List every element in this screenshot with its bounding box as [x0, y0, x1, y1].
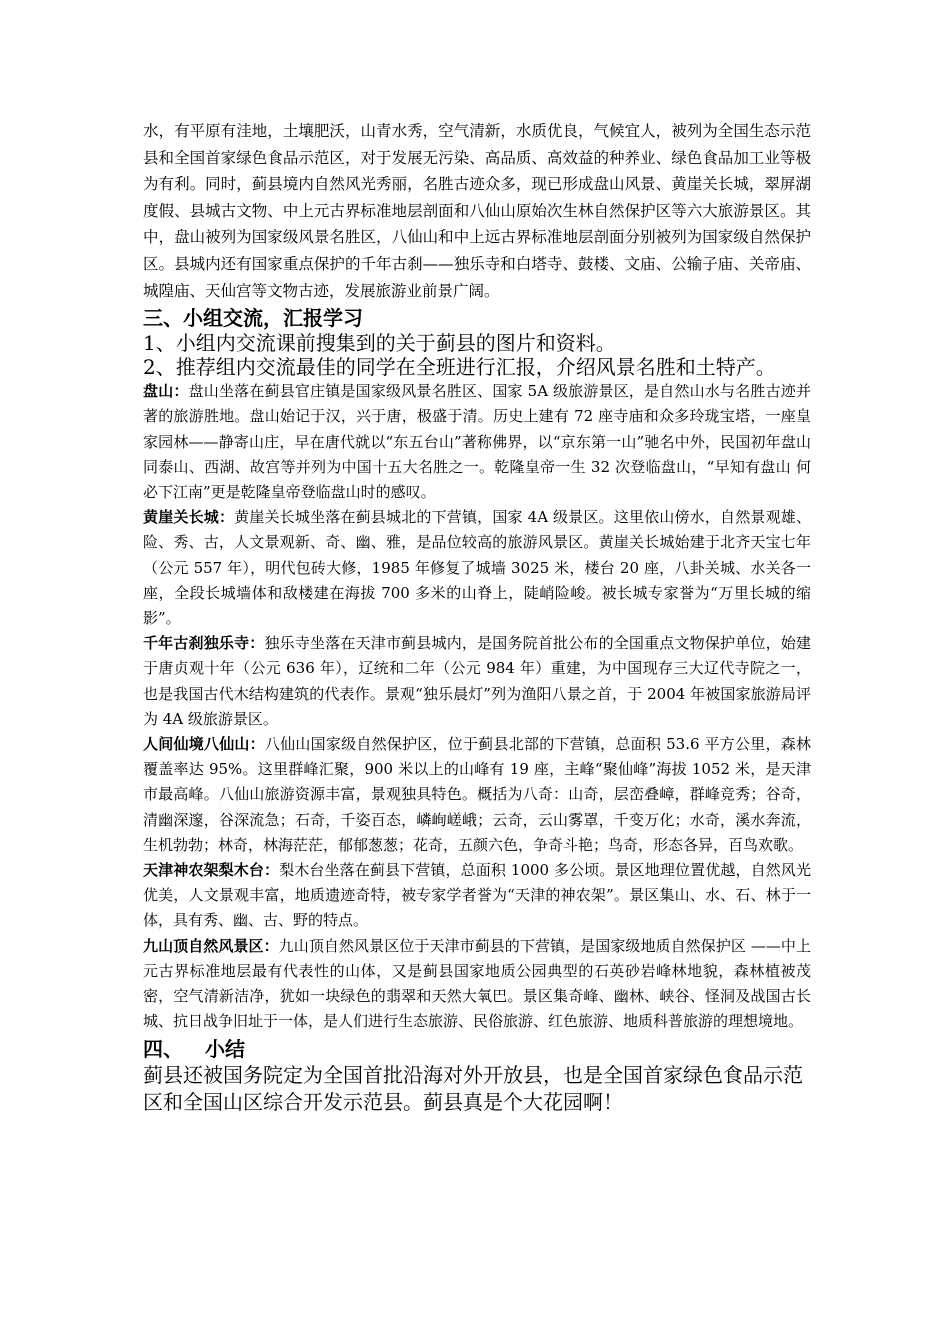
- site-entry-limutai: [143, 858, 811, 934]
- site-entry-huangyaguan: [143, 505, 811, 631]
- site-description: 梨木台坐落在蓟县下营镇，总面积 1000 多公顷。景区地理位置优越，自然风光优美，人文景观丰富，地质遗迹奇特，被专家学者誉为“天津的神农架”。景区集山、水、石、林于一体，具有秀、幽、古、野的特点。: [143, 861, 811, 930]
- section-heading-3: 三、小组交流，汇报学习: [143, 306, 363, 331]
- site-description: 独乐寺坐落在天津市蓟县城内，是国务院首批公布的全国重点文物保护单位，始建于唐贞观十年（公元 636 年），辽统和二年（公元 984 年）重建，为中国现存三大辽代寺院之一，也是我国古代木结构建筑的代表作。景观“独乐晨灯”列为渔阳八景之首，于 2004 年被国家旅游局评为 4A 级旅游景区。: [143, 634, 811, 728]
- section3-item-2: 2、推荐组内交流最佳的同学在全班进行汇报，介绍风景名胜和土特产。: [143, 354, 776, 379]
- site-name: 天津神农架梨木台：: [143, 861, 280, 880]
- summary-paragraph: 蓟县还被国务院定为全国首批沿海对外开放县，也是全国首家绿色食品示范区和全国山区综合开发示范县。蓟县真是个大花园啊！: [143, 1063, 803, 1114]
- site-entry-panshan: [143, 379, 811, 505]
- site-entry-baxianshan: [143, 732, 811, 858]
- site-name: 人间仙境八仙山：: [143, 735, 265, 753]
- document-body: [143, 118, 811, 1115]
- site-name: 九山顶自然风景区：: [143, 936, 279, 955]
- site-description: 九山顶自然风景区位于天津市蓟县的下营镇，是国家级地质自然保护区 ——中上元古界标准地层最有代表性的山体，又是蓟县国家地质公园典型的石英砂岩峰林地貌，森林植被茂密，空气清新洁净，犹如一块绿色的翡翠和天然大氧巴。景区集奇峰、幽林、峡谷、怪洞及战国古长城、抗日战争旧址于一体，是人们进行生态旅游、民俗旅游、红色旅游、地质科普旅游的理想境地。: [143, 936, 811, 1031]
- intro-paragraph: 水，有平原有洼地，土壤肥沃，山青水秀，空气清新，水质优良，气候宜人，被列为全国生态示范县和全国首家绿色食品示范区，对于发展无污染、高品质、高效益的种养业、绿色食品加工业等极为有利。同时，蓟县境内自然风光秀丽，名胜古迹众多，现已形成盘山风景、黄崖关长城，翠屏湖度假、县城古文物、中上元古界标准地层剖面和八仙山原始次生林自然保护区等六大旅游景区。其中，盘山被列为国家级风景名胜区，八仙山和中上远古界标准地层剖面分别被列为国家级自然保护区。县城内还有国家重点保护的千年古刹——独乐寺和白塔寺、鼓楼、文庙、公输子庙、关帝庙、城隍庙、天仙宫等文物古迹，发展旅游业前景广阔。: [143, 122, 811, 300]
- section-title: 小结: [205, 1037, 245, 1062]
- site-entry-jiushanding: [143, 934, 811, 1035]
- section3-item-1: 1、小组内交流课前搜集到的关于蓟县的图片和资料。: [143, 331, 616, 356]
- section-number: 四、: [143, 1037, 183, 1062]
- site-description: 八仙山国家级自然保护区，位于蓟县北部的下营镇，总面积 53.6 平方公里，森林覆盖率达 95%。这里群峰汇聚，900 米以上的山峰有 19 座，主峰“聚仙峰”海拔 1052 米，是天津市最高峰。八仙山旅游资源丰富，景观独具特色。概括为八奇：山奇，层峦叠嶂，群峰竞秀；谷奇，清幽深邃，谷深流急；石奇，千姿百态，嶙峋嵯峨；云奇，云山雾罩，千变万化；水奇，溪水奔流，生机勃勃；林奇，林海茫茫，郁郁葱葱；花奇，五颜六色，争奇斗艳；鸟奇，形态各异，百鸟欢歌。: [143, 735, 811, 854]
- site-description: 盘山坐落在蓟县官庄镇是国家级风景名胜区、国家 5A 级旅游景区，是自然山水与名胜古迹并著的旅游胜地。盘山始记于汉，兴于唐，极盛于清。历史上建有 72 座寺庙和众多玲珑宝塔，一座皇家园林——静寄山庄，早在唐代就以“东五台山”著称佛界，以“京东第一山”驰名中外，民国初年盘山同泰山、西湖、故宫等并列为中国十五大名胜之一。乾隆皇帝一生 32 次登临盘山，“早知有盘山 何必下江南”更是乾隆皇帝登临盘山时的感叹。: [143, 382, 811, 501]
- site-description: 黄崖关长城坐落在蓟县城北的下营镇，国家 4A 级景区。这里依山傍水，自然景观雄、险、秀、古，人文景观新、奇、幽、雅，是品位较高的旅游风景区。黄崖关长城始建于北齐天宝七年（公元 557 年），明代包砖大修，1985 年修复了城墙 3025 米，楼台 20 座，八卦关城、水关各一座，全段长城墙体和敌楼建在海拔 700 多米的山脊上，陡峭险峻。被长城专家誉为“万里长城的缩影”。: [143, 508, 811, 627]
- section-heading-4: [143, 1036, 811, 1062]
- site-name: 千年古刹独乐寺：: [143, 634, 265, 653]
- site-name: 黄崖关长城：: [143, 508, 235, 527]
- site-entry-dulesi: [143, 631, 811, 732]
- site-name: 盘山：: [143, 382, 189, 401]
